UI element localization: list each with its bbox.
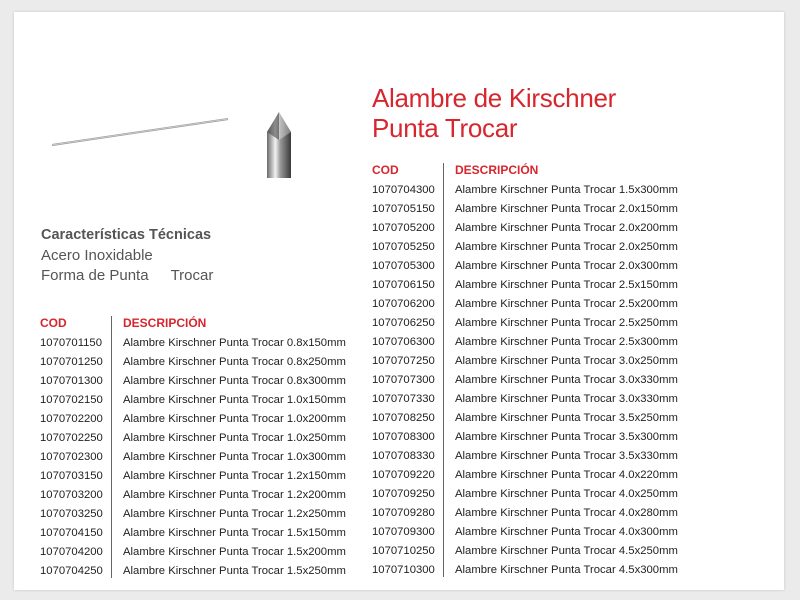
row-cod: 1070703150 — [40, 470, 103, 482]
row-cod: 1070708330 — [372, 450, 435, 462]
row-desc: Alambre Kirschner Punta Trocar 1.5x300mm — [455, 184, 678, 196]
row-cod: 1070705200 — [372, 222, 435, 234]
row-desc: Alambre Kirschner Punta Trocar 3.5x250mm — [455, 412, 678, 424]
page-title — [372, 83, 616, 143]
row-desc: Alambre Kirschner Punta Trocar 1.0x300mm — [123, 451, 346, 463]
row-desc: Alambre Kirschner Punta Trocar 3.5x330mm — [455, 450, 678, 462]
row-cod: 1070708250 — [372, 412, 435, 424]
row-desc: Alambre Kirschner Punta Trocar 1.5x150mm — [123, 527, 346, 539]
row-cod: 1070702300 — [40, 451, 103, 463]
row-desc: Alambre Kirschner Punta Trocar 2.5x150mm — [455, 279, 678, 291]
row-cod: 1070709280 — [372, 507, 435, 519]
row-desc: Alambre Kirschner Punta Trocar 1.5x250mm — [123, 565, 346, 577]
row-cod: 1070701300 — [40, 375, 103, 387]
row-cod: 1070709250 — [372, 488, 435, 500]
row-cod: 1070702150 — [40, 394, 103, 406]
row-cod: 1070710250 — [372, 545, 435, 557]
row-desc: Alambre Kirschner Punta Trocar 2.0x300mm — [455, 260, 678, 272]
row-cod: 1070707250 — [372, 355, 435, 367]
row-desc: Alambre Kirschner Punta Trocar 1.5x200mm — [123, 546, 346, 558]
row-desc: Alambre Kirschner Punta Trocar 0.8x300mm — [123, 375, 346, 387]
row-desc: Alambre Kirschner Punta Trocar 1.0x200mm — [123, 413, 346, 425]
specs-tip-shape — [41, 266, 213, 286]
column-divider — [443, 163, 444, 577]
header-desc: DESCRIPCIÓN — [123, 316, 207, 330]
row-cod: 1070705300 — [372, 260, 435, 272]
header-cod: COD — [372, 163, 399, 177]
row-desc: Alambre Kirschner Punta Trocar 2.5x200mm — [455, 298, 678, 310]
row-cod: 1070708300 — [372, 431, 435, 443]
row-desc: Alambre Kirschner Punta Trocar 4.5x300mm — [455, 564, 678, 576]
row-desc: Alambre Kirschner Punta Trocar 3.5x300mm — [455, 431, 678, 443]
row-cod: 1070706150 — [372, 279, 435, 291]
row-desc: Alambre Kirschner Punta Trocar 4.0x250mm — [455, 488, 678, 500]
row-cod: 1070704250 — [40, 565, 103, 577]
specs-material: Acero Inoxidable — [41, 247, 153, 264]
technical-specs — [41, 225, 213, 286]
specs-tip-value: Trocar — [170, 267, 214, 284]
row-cod: 1070707330 — [372, 393, 435, 405]
row-desc: Alambre Kirschner Punta Trocar 2.0x250mm — [455, 241, 678, 253]
row-cod: 1070703250 — [40, 508, 103, 520]
row-desc: Alambre Kirschner Punta Trocar 2.0x150mm — [455, 203, 678, 215]
row-desc: Alambre Kirschner Punta Trocar 2.5x250mm — [455, 317, 678, 329]
row-desc: Alambre Kirschner Punta Trocar 0.8x250mm — [123, 356, 346, 368]
row-cod: 1070704200 — [40, 546, 103, 558]
row-desc: Alambre Kirschner Punta Trocar 1.2x250mm — [123, 508, 346, 520]
row-desc: Alambre Kirschner Punta Trocar 1.2x200mm — [123, 489, 346, 501]
row-desc: Alambre Kirschner Punta Trocar 3.0x330mm — [455, 393, 678, 405]
specs-tip-label: Forma de Punta — [41, 267, 149, 284]
row-desc: Alambre Kirschner Punta Trocar 4.5x250mm — [455, 545, 678, 557]
row-cod: 1070706250 — [372, 317, 435, 329]
row-cod: 1070706200 — [372, 298, 435, 310]
row-cod: 1070703200 — [40, 489, 103, 501]
row-cod: 1070709220 — [372, 469, 435, 481]
header-cod: COD — [40, 316, 67, 330]
row-cod: 1070705250 — [372, 241, 435, 253]
row-desc: Alambre Kirschner Punta Trocar 1.2x150mm — [123, 470, 346, 482]
trocar-tip-image — [262, 110, 296, 180]
row-cod: 1070705150 — [372, 203, 435, 215]
row-cod: 1070704150 — [40, 527, 103, 539]
row-cod: 1070710300 — [372, 564, 435, 576]
row-desc: Alambre Kirschner Punta Trocar 4.0x220mm — [455, 469, 678, 481]
row-desc: Alambre Kirschner Punta Trocar 0.8x150mm — [123, 337, 346, 349]
row-desc: Alambre Kirschner Punta Trocar 3.0x330mm — [455, 374, 678, 386]
row-desc: Alambre Kirschner Punta Trocar 3.0x250mm — [455, 355, 678, 367]
specs-heading: Características Técnicas — [41, 227, 212, 243]
row-cod: 1070709300 — [372, 526, 435, 538]
row-cod: 1070701150 — [40, 337, 102, 349]
row-desc: Alambre Kirschner Punta Trocar 4.0x280mm — [455, 507, 678, 519]
title-line-2: Punta Trocar — [372, 113, 518, 143]
title-line-1: Alambre de Kirschner — [372, 83, 616, 113]
row-desc: Alambre Kirschner Punta Trocar 1.0x150mm — [123, 394, 346, 406]
row-cod: 1070704300 — [372, 184, 435, 196]
row-desc: Alambre Kirschner Punta Trocar 4.0x300mm — [455, 526, 678, 538]
column-divider — [111, 316, 112, 578]
row-cod: 1070702200 — [40, 413, 103, 425]
row-desc: Alambre Kirschner Punta Trocar 2.5x300mm — [455, 336, 678, 348]
row-cod: 1070701250 — [40, 356, 103, 368]
row-desc: Alambre Kirschner Punta Trocar 2.0x200mm — [455, 222, 678, 234]
row-cod: 1070707300 — [372, 374, 435, 386]
row-desc: Alambre Kirschner Punta Trocar 1.0x250mm — [123, 432, 346, 444]
row-cod: 1070706300 — [372, 336, 435, 348]
row-cod: 1070702250 — [40, 432, 103, 444]
header-desc: DESCRIPCIÓN — [455, 163, 539, 177]
